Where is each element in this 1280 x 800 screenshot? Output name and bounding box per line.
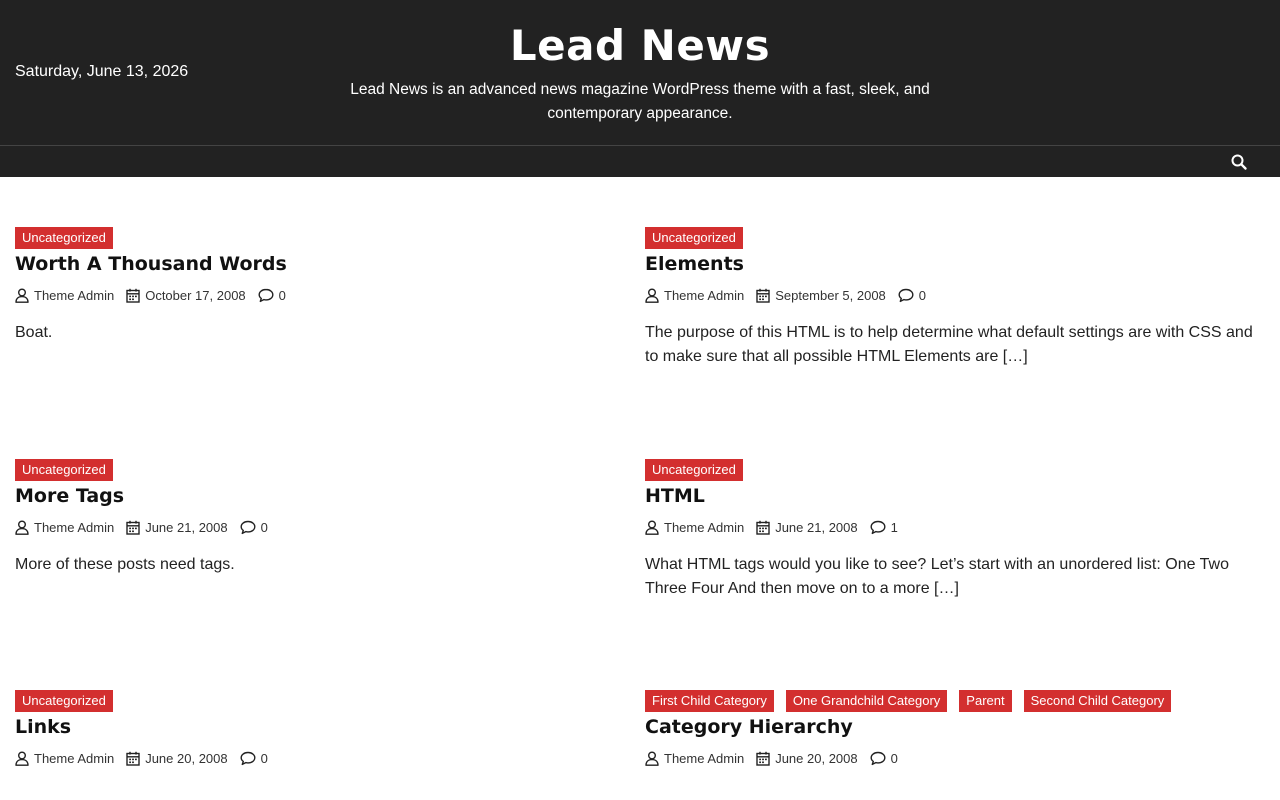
- user-icon: [645, 520, 659, 535]
- author-name: Theme Admin: [34, 750, 115, 766]
- user-icon: [15, 751, 29, 766]
- post-card: [645, 227, 1265, 365]
- comment-count: 0: [260, 519, 268, 535]
- post-title[interactable]: Links: [15, 716, 72, 738]
- date-text: September 5, 2008: [775, 287, 886, 303]
- category-badge[interactable]: Uncategorized: [15, 459, 113, 481]
- post-excerpt: Boat.: [15, 324, 53, 341]
- comment-count: 1: [890, 519, 898, 535]
- post-date[interactable]: [756, 520, 857, 535]
- date-text: June 21, 2008: [145, 519, 228, 535]
- date-text: June 20, 2008: [145, 750, 228, 766]
- site-title[interactable]: Lead News: [509, 21, 771, 70]
- post-author[interactable]: [645, 520, 744, 535]
- comment-icon: [870, 751, 886, 766]
- post-card: [15, 227, 635, 341]
- post-author[interactable]: [15, 288, 114, 303]
- comment-count: 0: [260, 750, 268, 766]
- post-meta: [15, 519, 280, 535]
- post-card: [645, 690, 1265, 766]
- comment-icon: [898, 288, 914, 303]
- author-name: Theme Admin: [34, 519, 115, 535]
- calendar-icon: [756, 751, 770, 766]
- post-comments[interactable]: [258, 288, 286, 303]
- post-categories: [15, 459, 635, 481]
- site-header: [0, 0, 1280, 145]
- post-author[interactable]: [15, 751, 114, 766]
- post-meta: [15, 750, 280, 766]
- calendar-icon: [126, 520, 140, 535]
- post-title[interactable]: Elements: [645, 253, 744, 275]
- post-card: [15, 459, 635, 573]
- category-badge[interactable]: Second Child Category: [1024, 690, 1172, 712]
- date-text: October 17, 2008: [145, 287, 246, 303]
- post-categories: [15, 690, 635, 712]
- post-title[interactable]: More Tags: [15, 485, 125, 507]
- post-comments[interactable]: [240, 520, 268, 535]
- comment-icon: [258, 288, 274, 303]
- post-categories: [645, 459, 1265, 481]
- search-button[interactable]: [1228, 151, 1250, 173]
- author-name: Theme Admin: [664, 287, 745, 303]
- post-meta: [15, 287, 298, 303]
- post-author[interactable]: [15, 520, 114, 535]
- post-card: [645, 459, 1265, 597]
- post-title[interactable]: Category Hierarchy: [645, 716, 853, 738]
- user-icon: [15, 520, 29, 535]
- category-badge[interactable]: Uncategorized: [645, 459, 743, 481]
- comment-count: 0: [278, 287, 286, 303]
- post-date[interactable]: [126, 520, 227, 535]
- post-author[interactable]: [645, 288, 744, 303]
- post-meta: [645, 519, 910, 535]
- post-comments[interactable]: [870, 520, 898, 535]
- post-excerpt: More of these posts need tags.: [15, 556, 235, 573]
- post-date[interactable]: [126, 751, 227, 766]
- date-text: June 21, 2008: [775, 519, 858, 535]
- post-date[interactable]: [126, 288, 245, 303]
- calendar-icon: [756, 288, 770, 303]
- post-comments[interactable]: [870, 751, 898, 766]
- comment-icon: [240, 520, 256, 535]
- comment-icon: [240, 751, 256, 766]
- post-meta: [645, 287, 938, 303]
- author-name: Theme Admin: [664, 519, 745, 535]
- calendar-icon: [126, 751, 140, 766]
- user-icon: [645, 288, 659, 303]
- post-date[interactable]: [756, 288, 886, 303]
- comment-count: 0: [918, 287, 927, 303]
- calendar-icon: [126, 288, 140, 303]
- category-badge[interactable]: First Child Category: [645, 690, 774, 712]
- header-date: Saturday, June 13, 2026: [15, 63, 189, 80]
- post-excerpt: The purpose of this HTML is to help determine what default settings are with CSS and to make sure that all possible HTML Elements are […]: [645, 324, 1253, 365]
- author-name: Theme Admin: [34, 287, 115, 303]
- search-icon: [1228, 151, 1250, 173]
- post-date[interactable]: [756, 751, 857, 766]
- comment-icon: [870, 520, 886, 535]
- post-comments[interactable]: [898, 288, 926, 303]
- category-badge[interactable]: Parent: [959, 690, 1011, 712]
- post-card: [15, 690, 635, 766]
- category-badge[interactable]: Uncategorized: [15, 227, 113, 249]
- user-icon: [645, 751, 659, 766]
- site-description: Lead News is an advanced news magazine WordPress theme with a fast, sleek, and contemporary appearance.: [350, 81, 930, 122]
- post-comments[interactable]: [240, 751, 268, 766]
- calendar-icon: [756, 520, 770, 535]
- post-title[interactable]: HTML: [645, 485, 705, 507]
- post-categories: [15, 227, 635, 249]
- post-excerpt: What HTML tags would you like to see? Let’s start with an unordered list: One Two Three Four And then move on to a more […]: [645, 556, 1229, 597]
- post-categories: [645, 690, 1265, 712]
- author-name: Theme Admin: [664, 750, 745, 766]
- post-author[interactable]: [645, 751, 744, 766]
- category-badge[interactable]: One Grandchild Category: [786, 690, 947, 712]
- category-badge[interactable]: Uncategorized: [645, 227, 743, 249]
- post-categories: [645, 227, 1265, 249]
- post-title[interactable]: Worth A Thousand Words: [15, 253, 287, 275]
- main-navigation: [0, 145, 1280, 177]
- date-text: June 20, 2008: [775, 750, 858, 766]
- user-icon: [15, 288, 29, 303]
- comment-count: 0: [890, 750, 898, 766]
- category-badge[interactable]: Uncategorized: [15, 690, 113, 712]
- post-meta: [645, 750, 910, 766]
